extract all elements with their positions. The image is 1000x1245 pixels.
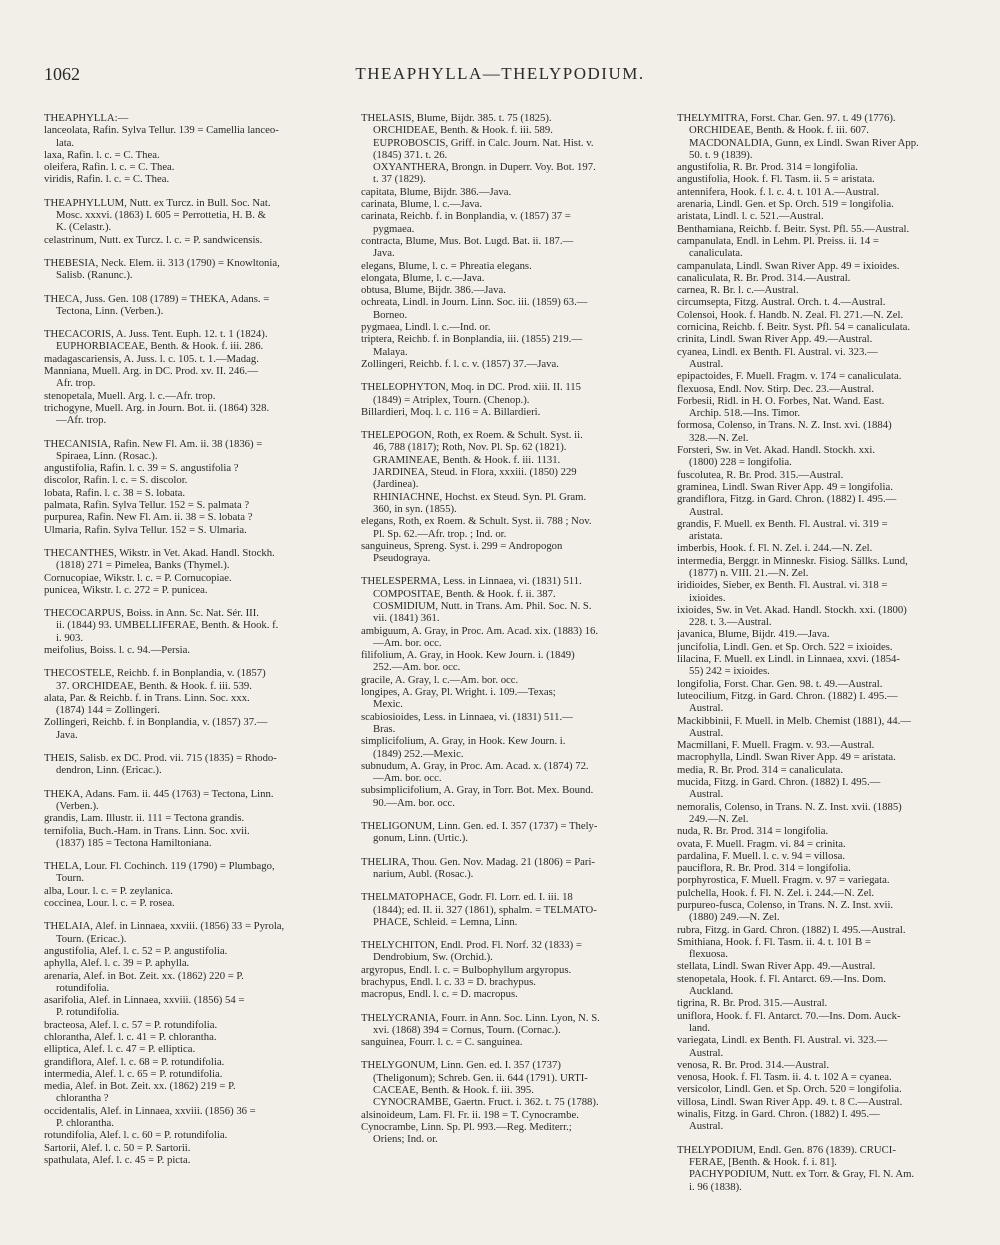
entry-line: —Am. bor. occ.: [373, 636, 442, 649]
entry-line: Forbesii, Ridl. in H. O. Forbes, Nat. Wand. East.: [677, 394, 885, 407]
entry-line: Auckland.: [689, 985, 734, 998]
entry-line: trichogyne, Muell. Arg. in Journ. Bot. ii. (1864) 328.: [44, 401, 270, 414]
entry-line: occidentalis, Alef. in Linnaea, xxviii. (1856) 36 =: [44, 1104, 256, 1117]
entry-line: (1874) 144 = Zollingeri.: [56, 704, 160, 717]
entry-line: carnea, R. Br. l. c.—Austral.: [677, 284, 799, 297]
entry-line: purpureo-fusca, Colenso, in Trans. N. Z. Inst. xvii.: [677, 899, 894, 911]
entry-line: ixioides.: [689, 591, 726, 604]
entry-line: Austral.: [689, 702, 724, 715]
entry-line: longipes, A. Gray, Pl. Wright. i. 109.—Texas;: [361, 686, 556, 699]
entry-line: lanceolata, Rafin. Sylva Tellur. 139 = Camellia lanceo-: [44, 124, 279, 137]
entry-line: intermedia, Alef. l. c. 65 = P. rotundifolia.: [44, 1067, 223, 1080]
entry-line: (1845) 371. t. 26.: [373, 148, 448, 161]
entry-heading-line: THELYPODIUM, Endl. Gen. 876 (1839). CRUCI-: [677, 1143, 896, 1156]
entry-line: PHACE, Schleid. = Lemna, Linn.: [373, 915, 518, 928]
dictionary-entry: [44, 920, 341, 1166]
entry-line: Cornucopiae, Wikstr. l. c. = P. Cornucopiae.: [44, 571, 232, 584]
entry-line: RHINIACHNE, Hochst. ex Steud. Syn. Pl. Gram.: [373, 490, 587, 503]
entry-line: elegans, Blume, l. c. = Phreatia elegans.: [361, 259, 532, 272]
entry-line: epipactoides, F. Muell. Fragm. v. 174 = canaliculata.: [677, 370, 902, 383]
entry-heading-line: THELYCRANIA, Fourr. in Ann. Soc. Linn. Lyon, N. S.: [361, 1011, 600, 1024]
entry-line: luteocilium, Fitzg. in Gard. Chron. (1882) I. 495.—: [677, 689, 898, 702]
entry-line: circumsepta, Fitzg. Austral. Orch. t. 4.—Austral.: [677, 296, 886, 309]
entry-line: (1837) 185 = Tectona Hamiltoniana.: [56, 836, 212, 849]
entry-line: venosa, R. Br. Prod. 314.—Austral.: [677, 1058, 829, 1071]
entry-heading-line: THECOSTELE, Reichb. f. in Bonplandia, v. (1857): [44, 667, 266, 680]
entry-line: FERAE, [Benth. & Hook. f. i. 81].: [689, 1155, 837, 1168]
entry-line: Zollingeri, Reichb. f. l. c. v. (1857) 37.—Java.: [361, 357, 559, 370]
entry-line: media, R. Br. Prod. 314 = canaliculata.: [677, 763, 844, 776]
entry-line: lobata, Rafin. l. c. 38 = S. lobata.: [44, 486, 186, 499]
column-left: [44, 112, 341, 1177]
entry-line: versicolor, Lindl. Gen. et Sp. Orch. 520 = longifolia.: [677, 1083, 902, 1096]
entry-line: Spiraea, Linn. (Rosac.).: [56, 449, 158, 462]
entry-line: pauciflora, R. Br. Prod. 314 = longifolia.: [677, 862, 851, 875]
entry-line: (1880) 249.—N. Zel.: [689, 911, 780, 924]
entry-line: carinata, Reichb. f. in Bonplandia, v. (1857) 37 =: [361, 210, 571, 223]
entry-line: Macmillani, F. Muell. Fragm. v. 93.—Austral.: [677, 739, 875, 752]
entry-line: scabiosioides, Less. in Linnaea, vi. (1831) 511.—: [361, 710, 573, 723]
entry-line: aristata, Lindl. l. c. 521.—Austral.: [677, 210, 824, 223]
entry-line: (1877) n. VIII. 21.—N. Zel.: [689, 566, 809, 579]
entry-line: (1800) 228 = longifolia.: [689, 456, 792, 469]
dictionary-entry: [361, 1059, 658, 1145]
entry-line: pulchella, Hook. f. Fl. N. Zel. i. 244.—N. Zel.: [677, 886, 875, 899]
entry-line: EUPROBOSCIS, Griff. in Calc. Journ. Nat. Hist. v.: [373, 136, 594, 149]
entry-line: ii. (1844) 93. UMBELLIFERAE, Benth. & Hook. f.: [56, 619, 279, 632]
entry-line: capitata, Blume, Bijdr. 386.—Java.: [361, 185, 512, 198]
entry-line: grandis, F. Muell. ex Benth. Fl. Austral. vi. 319 =: [677, 517, 888, 530]
entry-line: nuda, R. Br. Prod. 314 = longifolia.: [677, 825, 829, 838]
entry-line: PACHYPODIUM, Nutt. ex Torr. & Gray, Fl. N. Am.: [689, 1168, 915, 1181]
dictionary-entry: [44, 328, 341, 426]
entry-line: (1849) 252.—Mexic.: [373, 747, 464, 760]
entry-line: Dendrobium, Sw. (Orchid.).: [373, 951, 493, 964]
entry-line: angustifolia, R. Br. Prod. 314 = longifolia.: [677, 161, 858, 174]
entry-heading-line: THEKA, Adans. Fam. ii. 445 (1763) = Tectona, Linn.: [44, 787, 274, 800]
entry-line: cornicina, Reichb. f. Beitr. Syst. Pfl. 54 = canaliculata.: [677, 321, 911, 334]
entry-line: (1818) 271 = Pimelea, Banks (Thymel.).: [56, 559, 230, 572]
entry-heading-line: THELEOPHYTON, Moq. in DC. Prod. xiii. II. 115: [361, 381, 581, 394]
dictionary-entry: [44, 547, 341, 596]
entry-heading-line: THELA, Lour. Fl. Cochinch. 119 (1790) = Plumbago,: [44, 860, 275, 873]
entry-line: ambiguum, A. Gray, in Proc. Am. Acad. xix. (1883) 16.: [361, 624, 599, 637]
entry-line: graminea, Lindl. Swan River App. 49 = longifolia.: [677, 480, 893, 493]
entry-line: flexuosa, Endl. Nov. Stirp. Dec. 23.—Austral.: [677, 382, 874, 395]
entry-line: Malaya.: [373, 345, 408, 358]
entry-line: stellata, Lindl. Swan River App. 49.—Austral.: [677, 960, 876, 973]
entry-line: macrophylla, Lindl. Swan River App. 49 = aristata.: [677, 751, 896, 764]
entry-line: chlorantha ?: [56, 1092, 109, 1105]
entry-line: brachypus, Endl. l. c. 33 = D. brachypus.: [361, 976, 536, 988]
entry-line: obtusa, Blume, Bijdr. 386.—Java.: [361, 284, 506, 297]
entry-line: fuscolutea, R. Br. Prod. 315.—Austral.: [677, 468, 844, 481]
entry-line: canaliculata, R. Br. Prod. 314.—Austral.: [677, 271, 851, 284]
entry-line: Java.: [56, 728, 78, 741]
entry-line: 90.—Am. bor. occ.: [373, 796, 455, 809]
entry-line: 55) 242 = ixioides.: [689, 665, 770, 678]
entry-line: Java.: [373, 247, 395, 260]
entry-line: Benthamiana, Reichb. f. Beitr. Syst. Pfl. 55.—Austral.: [677, 222, 910, 235]
entry-line: vii. (1841) 361.: [373, 612, 440, 625]
entry-line: longifolia, Forst. Char. Gen. 98. t. 49.—Austral.: [677, 677, 883, 690]
entry-line: (Theligonum); Schreb. Gen. ii. 644 (1791). URTI-: [373, 1071, 588, 1084]
entry-line: Smithiana, Hook. f. Fl. Tasm. ii. 4. t. 101 B =: [677, 935, 871, 948]
entry-line: triptera, Reichb. f. in Bonplandia, iii. (1855) 219.—: [361, 333, 583, 346]
entry-line: Archip. 518.—Ins. Timor.: [689, 407, 801, 420]
entry-line: ORCHIDEAE, Benth. & Hook. f. iii. 607.: [689, 124, 869, 137]
entry-line: gonum, Linn. (Urtic.).: [373, 832, 468, 845]
entry-heading-line: THELASIS, Blume, Bijdr. 385. t. 75 (1825).: [361, 112, 552, 124]
entry-line: aphylla, Alef. l. c. 39 = P. aphylla.: [44, 957, 190, 970]
entry-line: porphyrostica, F. Muell. Fragm. v. 97 = variegata.: [677, 874, 890, 887]
entry-line: celastrinum, Nutt. ex Turcz. l. c. = P. sandwicensis.: [44, 233, 263, 246]
entry-heading-line: THELIRA, Thou. Gen. Nov. Madag. 21 (1806) = Pari-: [361, 855, 595, 868]
entry-line: Afr. trop.: [56, 377, 96, 390]
entry-line: spathulata, Alef. l. c. 45 = P. picta.: [44, 1153, 191, 1166]
entry-line: Billardieri, Moq. l. c. 116 = A. Billardieri.: [361, 405, 541, 418]
entry-line: land.: [689, 1021, 711, 1034]
entry-line: oleifera, Rafin. l. c. = C. Thea.: [44, 161, 175, 174]
entry-line: 228. t. 3.—Austral.: [689, 616, 772, 629]
entry-line: CYNOCRAMBE, Gaertn. Fruct. i. 362. t. 75 (1788).: [373, 1096, 599, 1109]
entry-line: Oriens; Ind. or.: [373, 1133, 438, 1146]
entry-line: grandiflora, Alef. l. c. 68 = P. rotundifolia.: [44, 1055, 225, 1068]
entry-line: ixioides, Sw. in Vet. Akad. Handl. Stockh. xxi. (1800): [677, 603, 907, 616]
entry-line: P. chlorantha.: [56, 1117, 114, 1130]
entry-line: Tourn. (Ericac.).: [56, 932, 127, 945]
entry-line: Tectona, Linn. (Verben.).: [56, 304, 164, 317]
entry-line: 249.—N. Zel.: [689, 812, 749, 825]
entry-heading-line: THELIGONUM, Linn. Gen. ed. I. 357 (1737) = Thely-: [361, 820, 598, 833]
entry-line: lilacina, F. Muell. ex Lindl. in Linnaea, xxvi. (1854-: [677, 653, 900, 666]
entry-line: argyropus, Endl. l. c. = Bulbophyllum argyropus.: [361, 963, 572, 976]
dictionary-entry: [361, 856, 658, 881]
entry-line: antennifera, Hook. f. l. c. 4. t. 101 A.—Austral.: [677, 185, 880, 198]
entry-line: Manniana, Muell. Arg. in DC. Prod. xv. II. 246.—: [44, 365, 259, 378]
dictionary-entry: [44, 197, 341, 246]
entry-heading-line: THECOCARPUS, Boiss. in Ann. Sc. Nat. Sér. III.: [44, 607, 259, 620]
entry-heading-line: THEAPHYLLA:—: [44, 112, 129, 124]
entry-line: chlorantha, Alef. l. c. 41 = P. chlorantha.: [44, 1031, 217, 1043]
dictionary-entry: [44, 112, 341, 186]
entry-line: Bras.: [373, 722, 396, 735]
entry-heading-line: THEBESIA, Neck. Elem. ii. 313 (1790) = Knowltonia,: [44, 256, 280, 269]
entry-line: i. 96 (1838).: [689, 1180, 742, 1193]
entry-heading-line: THECA, Juss. Gen. 108 (1789) = THEKA, Adans. =: [44, 292, 270, 305]
dictionary-entry: [361, 112, 658, 370]
entry-line: ORCHIDEAE, Benth. & Hook. f. iii. 589.: [373, 124, 553, 137]
entry-line: CACEAE, Benth. & Hook. f. iii. 395.: [373, 1084, 534, 1097]
entry-line: iridioides, Sieber, ex Benth. Fl. Austral. vi. 318 =: [677, 579, 888, 592]
entry-heading-line: THECANISIA, Rafin. New Fl. Am. ii. 38 (1836) =: [44, 437, 263, 450]
dictionary-entry: [361, 429, 658, 564]
entry-line: rotundifolia.: [56, 981, 110, 994]
entry-line: asarifolia, Alef. in Linnaea, xxviii. (1856) 54 =: [44, 994, 245, 1007]
entry-line: alata, Par. & Reichb. f. in Trans. Linn. Soc. xxx.: [44, 691, 250, 704]
column-middle: [361, 112, 658, 1157]
entry-line: Austral.: [689, 1046, 724, 1059]
entry-line: winalis, Fitzg. in Gard. Chron. (1882) I. 495.—: [677, 1108, 880, 1121]
entry-line: MACDONALDIA, Gunn, ex Lindl. Swan River App.: [689, 136, 919, 149]
entry-line: Austral.: [689, 505, 724, 518]
entry-line: alba, Lour. l. c. = P. zeylanica.: [44, 884, 173, 897]
entry-line: imberbis, Hook. f. Fl. N. Zel. i. 244.—N. Zel.: [677, 542, 873, 555]
entry-heading-line: THELEPOGON, Roth, ex Roem. & Schult. Syst. ii.: [361, 429, 583, 442]
entry-line: 252.—Am. bor. occ.: [373, 661, 461, 674]
entry-line: arenaria, Alef. in Bot. Zeit. xx. (1862) 220 = P.: [44, 969, 244, 982]
dictionary-entry: [361, 820, 658, 845]
entry-line: sanguinea, Fourr. l. c. = C. sanguinea.: [361, 1036, 523, 1049]
entry-line: (1849) = Atriplex, Tourn. (Chenop.).: [373, 393, 530, 406]
entry-line: —Afr. trop.: [56, 414, 107, 427]
entry-line: Borneo.: [373, 308, 408, 321]
entry-heading-line: THELESPERMA, Less. in Linnaea, vi. (1831) 511.: [361, 575, 582, 588]
dictionary-entry: [44, 788, 341, 849]
entry-line: (1844); ed. II. ii. 327 (1861), sphalm. = TELMATO-: [373, 903, 597, 916]
entry-line: (Verben.).: [56, 799, 99, 812]
entry-line: Austral.: [689, 1120, 724, 1133]
entry-line: rubra, Fitzg. in Gard. Chron. (1882) I. 495.—Austral.: [677, 923, 906, 936]
entry-line: alsinoideum, Lam. Fl. Fr. ii. 198 = T. Cynocrambe.: [361, 1108, 579, 1121]
entry-line: angustifolia, Hook. f. Fl. Tasm. ii. 5 = aristata.: [677, 173, 875, 186]
entry-line: palmata, Rafin. Sylva Tellur. 152 = S. palmata ?: [44, 499, 250, 512]
entry-line: t. 37 (1829).: [373, 173, 426, 186]
entry-line: 360, in syn. (1855).: [373, 502, 457, 515]
entry-line: pardalina, F. Muell. l. c. v. 94 = villosa.: [677, 849, 846, 862]
entry-line: viridis, Rafin. l. c. = C. Thea.: [44, 173, 170, 186]
entry-line: crinita, Lindl. Swan River App. 49.—Austral.: [677, 333, 873, 346]
entry-line: flexuosa.: [689, 948, 728, 961]
entry-line: angustifolia, Alef. l. c. 52 = P. angustifolia.: [44, 944, 228, 957]
entry-line: mucida, Fitzg. in Gard. Chron. (1882) I. 495.—: [677, 776, 881, 789]
dictionary-entry: [677, 1144, 974, 1193]
entry-line: meifolius, Boiss. l. c. 94.—Persia.: [44, 643, 191, 656]
entry-heading-line: THECACORIS, A. Juss. Tent. Euph. 12. t. 1 (1824).: [44, 328, 268, 341]
dictionary-entry: [44, 257, 341, 282]
entry-line: sanguineus, Spreng. Syst. i. 299 = Andropogon: [361, 539, 563, 552]
entry-heading-line: THECANTHES, Wikstr. in Vet. Akad. Handl. Stockh.: [44, 546, 275, 559]
entry-line: K. (Celastr.).: [56, 221, 112, 234]
entry-line: elegans, Roth, ex Roem. & Schult. Syst. ii. 788 ; Nov.: [361, 515, 592, 528]
entry-line: arenaria, Lindl. Gen. et Sp. Orch. 519 = longifolia.: [677, 198, 894, 211]
entry-line: filifolium, A. Gray, in Hook. Kew Journ. i. (1849): [361, 649, 575, 662]
entry-line: 37. ORCHIDEAE, Benth. & Hook. f. iii. 539.: [56, 679, 252, 692]
entry-line: Colensoi, Hook. f. Handb. N. Zeal. Fl. 271.—N. Zel.: [677, 308, 904, 321]
entry-line: canaliculata.: [689, 247, 743, 260]
dictionary-entry: [44, 438, 341, 536]
entry-heading-line: THELMATOPHACE, Godr. Fl. Lorr. ed. I. iii. 18: [361, 891, 573, 904]
entry-heading-line: THELYMITRA, Forst. Char. Gen. 97. t. 49 (1776).: [677, 112, 896, 124]
entry-line: stenopetala, Hook. f. Fl. Antarct. 69.—Ins. Dom.: [677, 972, 886, 985]
entry-line: formosa, Colenso, in Trans. N. Z. Inst. xvi. (1884): [677, 419, 892, 432]
dictionary-entry: [44, 752, 341, 777]
entry-line: Sartorii, Alef. l. c. 50 = P. Sartorii.: [44, 1141, 191, 1154]
entry-line: intermedia, Berggr. in Minneskr. Fisiog. Sällks. Lund,: [677, 554, 908, 567]
dictionary-entry: [44, 667, 341, 741]
entry-line: xvi. (1868) 394 = Cornus, Tourn. (Cornac.).: [373, 1023, 561, 1036]
entry-line: madagascariensis, A. Juss. l. c. 105. t. 1.—Madag.: [44, 352, 259, 365]
page-number: 1062: [44, 64, 80, 84]
entry-line: 50. t. 9 (1839).: [689, 148, 753, 161]
entry-line: villosa, Lindl. Swan River App. 49. t. 8 C.—Austral.: [677, 1095, 903, 1108]
entry-line: discolor, Rafin. l. c. = S. discolor.: [44, 474, 188, 487]
entry-line: javanica, Blume, Bijdr. 419.—Java.: [677, 628, 830, 641]
entry-line: nemoralis, Colenso, in Trans. N. Z. Inst. xvii. (1885): [677, 800, 902, 813]
entry-line: COSMIDIUM, Nutt. in Trans. Am. Phil. Soc. N. S.: [373, 599, 592, 612]
running-title: THEAPHYLLA—THELYPODIUM.: [355, 64, 645, 83]
entry-line: elliptica, Alef. l. c. 47 = P. elliptica.: [44, 1043, 196, 1056]
entry-line: Mexic.: [373, 698, 403, 711]
dictionary-entry: [361, 1012, 658, 1049]
entry-line: lata.: [56, 136, 75, 149]
entry-heading-line: THELYGONUM, Linn. Gen. ed. I. 357 (1737): [361, 1059, 561, 1072]
entry-line: campanulata, Lindl. Swan River App. 49 = ixioides.: [677, 259, 900, 272]
entry-line: narium, Aubl. (Rosac.).: [373, 867, 474, 880]
entry-line: —Am. bor. occ.: [373, 772, 442, 785]
entry-line: simplicifolium, A. Gray, in Hook. Kew Journ. i.: [361, 735, 566, 748]
entry-line: ternifolia, Buch.-Ham. in Trans. Linn. Soc. xvii.: [44, 824, 250, 837]
entry-line: OXYANTHERA, Brongn. in Duperr. Voy. Bot. 197.: [373, 161, 596, 174]
entry-line: Austral.: [689, 788, 724, 801]
entry-line: coccinea, Lour. l. c. = P. rosea.: [44, 897, 175, 910]
entry-line: carinata, Blume, l. c.—Java.: [361, 198, 483, 211]
entry-line: pygmaea, Lindl. l. c.—Ind. or.: [361, 321, 491, 334]
entry-line: GRAMINEAE, Benth. & Hook. f. iii. 1131.: [373, 453, 561, 466]
entry-line: uniflora, Hook. f. Fl. Antarct. 70.—Ins. Dom. Auck-: [677, 1009, 901, 1022]
entry-heading-line: THELAIA, Alef. in Linnaea, xxviii. (1856) 33 = Pyrola,: [44, 920, 285, 933]
dictionary-entry: [361, 939, 658, 1000]
entry-line: Pl. Sp. 62.—Afr. trop. ; Ind. or.: [373, 527, 507, 540]
dictionary-entry: [44, 293, 341, 318]
entry-line: campanulata, Endl. in Lehm. Pl. Preiss. ii. 14 =: [677, 234, 879, 247]
entry-line: rotundifolia, Alef. l. c. 60 = P. rotundifolia.: [44, 1129, 228, 1142]
entry-line: JARDINEA, Steud. in Flora, xxxiii. (1850) 229: [373, 466, 577, 479]
entry-line: grandiflora, Fitzg. in Gard. Chron. (1882) I. 495.—: [677, 493, 897, 506]
entry-line: Salisb. (Ranunc.).: [56, 269, 133, 282]
entry-line: media, Alef. in Bot. Zeit. xx. (1862) 219 = P.: [44, 1080, 236, 1093]
entry-line: gracile, A. Gray, l. c.—Am. bor. occ.: [361, 673, 519, 686]
entry-line: Mosc. xxxvi. (1863) I. 605 = Perrottetia, H. B. &: [56, 209, 266, 222]
entry-line: grandis, Lam. Illustr. ii. 111 = Tectona grandis.: [44, 812, 245, 825]
entry-line: subsimplicifolium, A. Gray, in Torr. Bot. Mex. Bound.: [361, 784, 594, 797]
entry-line: ochreata, Lindl. in Journ. Linn. Soc. iii. (1859) 63.—: [361, 296, 588, 309]
entry-line: stenopetala, Muell. Arg. l. c.—Afr. trop.: [44, 389, 216, 402]
entry-line: i. 903.: [56, 631, 84, 644]
dictionary-entry: [361, 381, 658, 418]
entry-line: P. rotundifolia.: [56, 1006, 120, 1019]
entry-line: Austral.: [689, 726, 724, 739]
entry-line: laxa, Rafin. l. c. = C. Thea.: [44, 148, 160, 161]
entry-line: Ulmaria, Rafin. Sylva Tellur. 152 = S. Ulmaria.: [44, 523, 247, 536]
entry-line: Tourn.: [56, 872, 85, 885]
entry-line: bracteosa, Alef. l. c. 57 = P. rotundifolia.: [44, 1018, 218, 1031]
entry-line: macropus, Endl. l. c. = D. macropus.: [361, 988, 518, 1001]
dictionary-entry: [44, 860, 341, 909]
dictionary-entry: [677, 112, 974, 1133]
entry-line: subnudum, A. Gray, in Proc. Am. Acad. x. (1874) 72.: [361, 759, 589, 772]
entry-line: cyanea, Lindl. ex Benth. Fl. Austral. vi. 323.—: [677, 345, 878, 358]
entry-line: (Jardinea).: [373, 478, 419, 491]
entry-heading-line: THEIS, Salisb. ex DC. Prod. vii. 715 (1835) = Rhodo-: [44, 752, 277, 765]
entry-line: Cynocrambe, Linn. Sp. Pl. 993.—Reg. Mediterr.;: [361, 1120, 572, 1133]
dictionary-entry: [361, 891, 658, 928]
entry-line: aristata.: [689, 530, 723, 543]
entry-line: ovata, F. Muell. Fragm. vi. 84 = crinita.: [677, 837, 846, 850]
entry-line: angustifolia, Rafin. l. c. 39 = S. angustifolia ?: [44, 462, 239, 475]
entry-line: 328.—N. Zel.: [689, 431, 749, 444]
entry-line: variegata, Lindl. ex Benth. Fl. Austral. vi. 323.—: [677, 1034, 888, 1047]
entry-line: Pseudograya.: [373, 552, 431, 565]
entry-line: Mackibbinii, F. Muell. in Melb. Chemist (1881), 44.—: [677, 714, 911, 727]
entry-line: Zollingeri, Reichb. f. in Bonplandia, v. (1857) 37.—: [44, 716, 268, 729]
dictionary-entry: [361, 575, 658, 809]
entry-line: 46, 788 (1817); Roth, Nov. Pl. Sp. 62 (1821).: [373, 441, 567, 454]
entry-line: elongata, Blume, l. c.—Java.: [361, 271, 485, 284]
entry-line: juncifolia, Lindl. Gen. et Sp. Orch. 522 = ixioides.: [677, 640, 893, 653]
entry-heading-line: THEAPHYLLUM, Nutt. ex Turcz. in Bull. Soc. Nat.: [44, 196, 271, 209]
entry-line: Austral.: [689, 357, 724, 370]
entry-line: punicea, Wikstr. l. c. 272 = P. punicea.: [44, 583, 208, 596]
entry-line: Forsteri, Sw. in Vet. Akad. Handl. Stockh. xxi.: [677, 444, 876, 457]
entry-line: COMPOSITAE, Benth. & Hook. f. ii. 387.: [373, 587, 556, 600]
dictionary-entry: [44, 607, 341, 656]
entry-line: tigrina, R. Br. Prod. 315.—Austral.: [677, 997, 828, 1010]
entry-line: EUPHORBIACEAE, Benth. & Hook. f. iii. 286.: [56, 340, 264, 353]
entry-line: pygmaea.: [373, 222, 415, 235]
entry-line: contracta, Blume, Mus. Bot. Lugd. Bat. ii. 187.—: [361, 234, 574, 247]
entry-line: venosa, Hook. f. Fl. Tasm. ii. 4. t. 102 A = cyanea.: [677, 1071, 892, 1084]
entry-heading-line: THELYCHITON, Endl. Prod. Fl. Norf. 32 (1833) =: [361, 939, 582, 952]
entry-line: purpurea, Rafin. New Fl. Am. ii. 38 = S. lobata ?: [44, 511, 253, 524]
column-right: [677, 112, 974, 1204]
entry-line: dendron, Linn. (Ericac.).: [56, 764, 162, 777]
page-header: [44, 64, 956, 88]
